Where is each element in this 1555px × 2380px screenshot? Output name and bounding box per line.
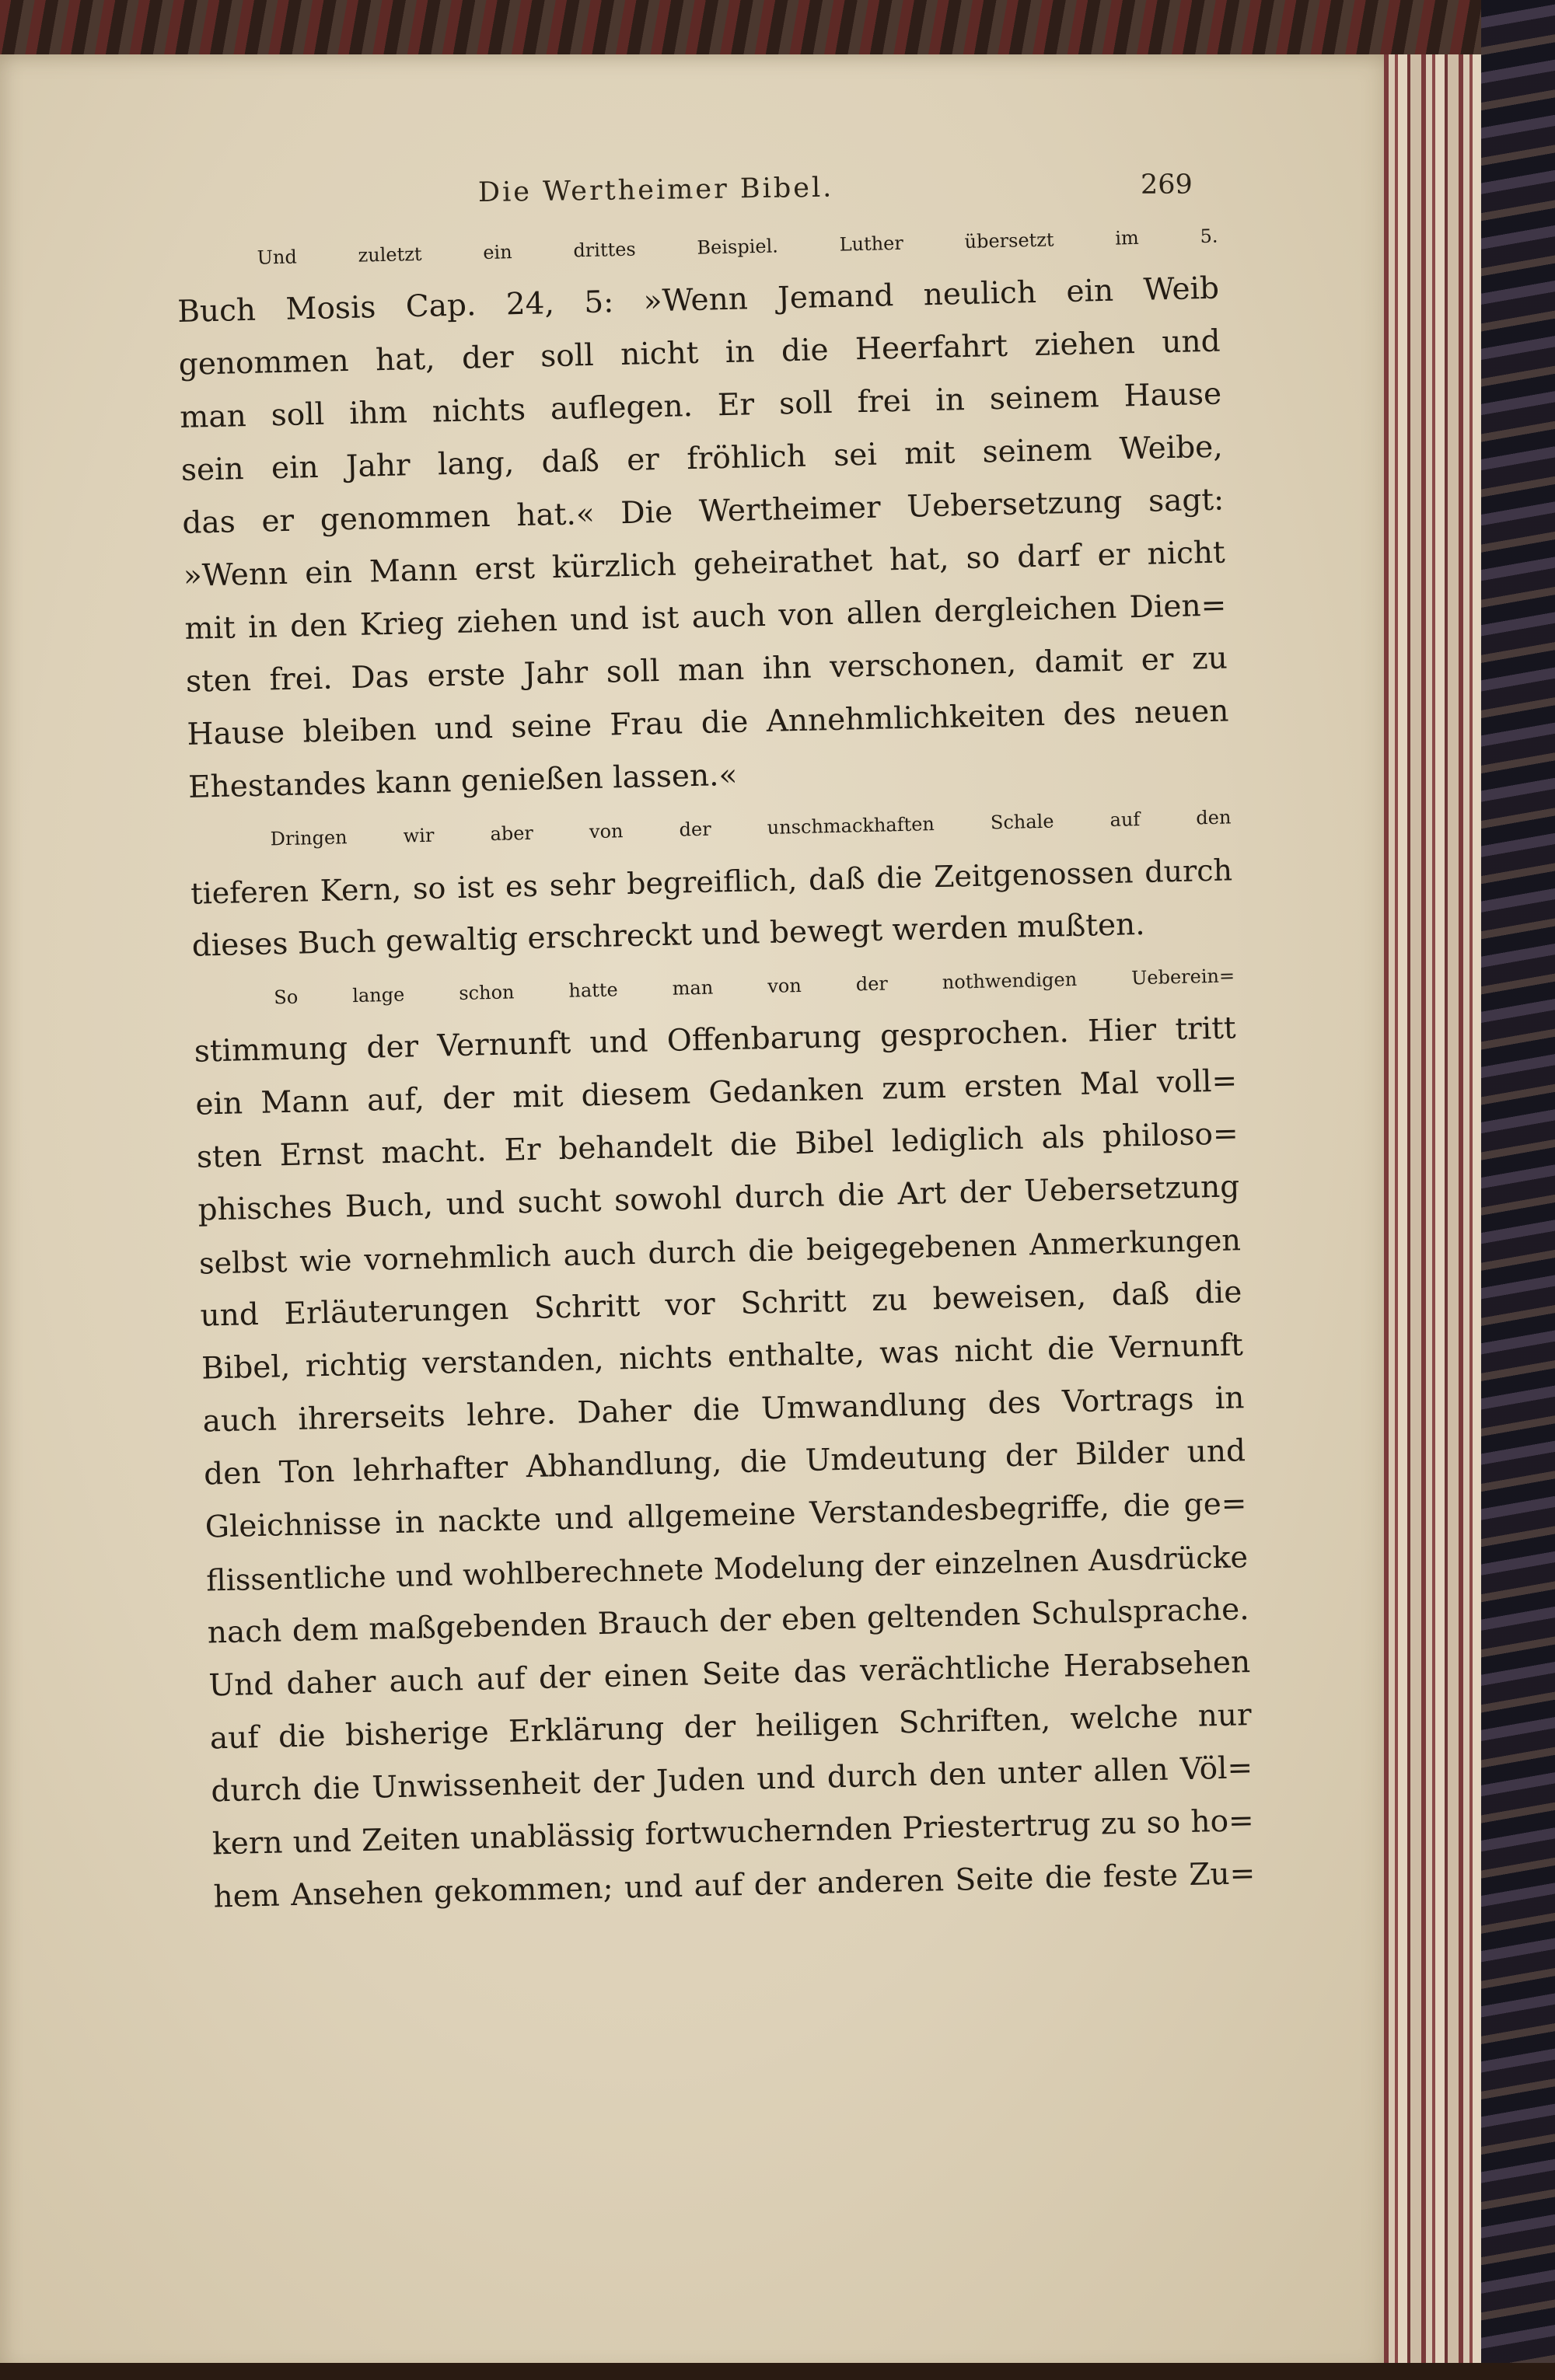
text-line: den Ton lehrhafter Abhandlung, die Umdeutung der Bilder und: [203, 1433, 1246, 1492]
text-line: auch ihrerseits lehre. Daher die Umwandlung des Vortrags in: [202, 1380, 1245, 1440]
text-line: Bibel, richtig verstanden, nichts enthalte, was nicht die Vernunft: [201, 1328, 1244, 1387]
text-line: stimmung der Vernunft und Offenbarung gesprochen. Hier tritt: [194, 1010, 1237, 1070]
running-head: Die Wertheimer Bibel.: [477, 172, 834, 208]
text-line: genommen hat, der soll nicht in die Heerfahrt ziehen und: [178, 323, 1221, 382]
book-cover-top-edge: [0, 0, 1555, 54]
text-line: sten frei. Das erste Jahr soll man ihn verschonen, damit er zu: [185, 640, 1228, 700]
body-text: [176, 210, 1256, 1925]
text-line: das er genommen hat.« Die Wertheimer Uebersetzung sagt:: [181, 482, 1225, 541]
text-line: flissentliche und wohlberechnete Modelung der einzelnen Ausdrücke: [205, 1540, 1249, 1598]
text-line: Ehestandes kann genießen lassen.«: [187, 757, 738, 805]
text-line: Hause bleiben und seine Frau die Annehmlichkeiten des neuen: [187, 693, 1229, 752]
text-line: nach dem maßgebenden Brauch der eben geltenden Schulsprache.: [207, 1592, 1250, 1651]
text-line: Gleichnisse in nackte und allgemeine Verstandesbegriffe, die ge=: [204, 1486, 1247, 1545]
text-line: durch die Unwissenheit der Juden und durch den unter allen Völ=: [210, 1750, 1253, 1809]
text-line: »Wenn ein Mann erst kürzlich geheirathet hat, so darf er nicht: [183, 535, 1226, 594]
text-line: Buch Mosis Cap. 24, 5: »Wenn Jemand neulich ein Weib: [176, 270, 1220, 330]
text-line: Und zuletzt ein drittes Beispiel. Luther übersetzt im 5.: [257, 225, 1218, 269]
marbled-cover-board: [1481, 0, 1555, 2380]
bottom-shadow: [0, 2363, 1555, 2380]
page-number: 269: [1141, 169, 1193, 201]
text-line: kern und Zeiten unablässig fortwuchernden Priestertrug zu so ho=: [211, 1803, 1255, 1862]
text-line: hem Ansehen gekommen; und auf der anderen Seite die feste Zu=: [213, 1856, 1256, 1915]
text-line: sein ein Jahr lang, daß er fröhlich sei mit seinem Weibe,: [180, 429, 1224, 488]
text-line: sten Ernst macht. Er behandelt die Bibel lediglich als philoso=: [196, 1116, 1239, 1175]
text-line: selbst wie vornehmlich auch durch die beigegebenen Anmerkungen: [198, 1223, 1242, 1281]
text-line: und Erläuterungen Schritt vor Schritt zu beweisen, daß die: [200, 1275, 1242, 1334]
text-line: tieferen Kern, so ist es sehr begreiflich, daß die Zeitgenossen durch: [190, 853, 1233, 911]
text-line: So lange schon hatte man von der nothwendigen Ueberein=: [274, 965, 1235, 1009]
text-line: mit in den Krieg ziehen und ist auch von allen dergleichen Dien=: [184, 588, 1227, 647]
text-line: Und daher auch auf der einen Seite das verächtliche Herabsehen: [208, 1645, 1251, 1704]
text-line: phisches Buch, und sucht sowohl durch die Art der Uebersetzung: [197, 1169, 1240, 1228]
text-line: dieses Buch gewaltig erschreckt und bewegt werden mußten.: [191, 906, 1146, 964]
text-line: auf die bisherige Erklärung der heiligen Schriften, welche nur: [209, 1698, 1253, 1757]
text-line: ein Mann auf, der mit diesem Gedanken zum ersten Mal voll=: [194, 1063, 1238, 1122]
text-line: man soll ihm nichts auflegen. Er soll frei in seinem Hause: [179, 376, 1222, 435]
text-line: Dringen wir aber von der unschmackhaften Schale auf den: [270, 806, 1232, 850]
page-block-edges: [1384, 54, 1481, 2375]
